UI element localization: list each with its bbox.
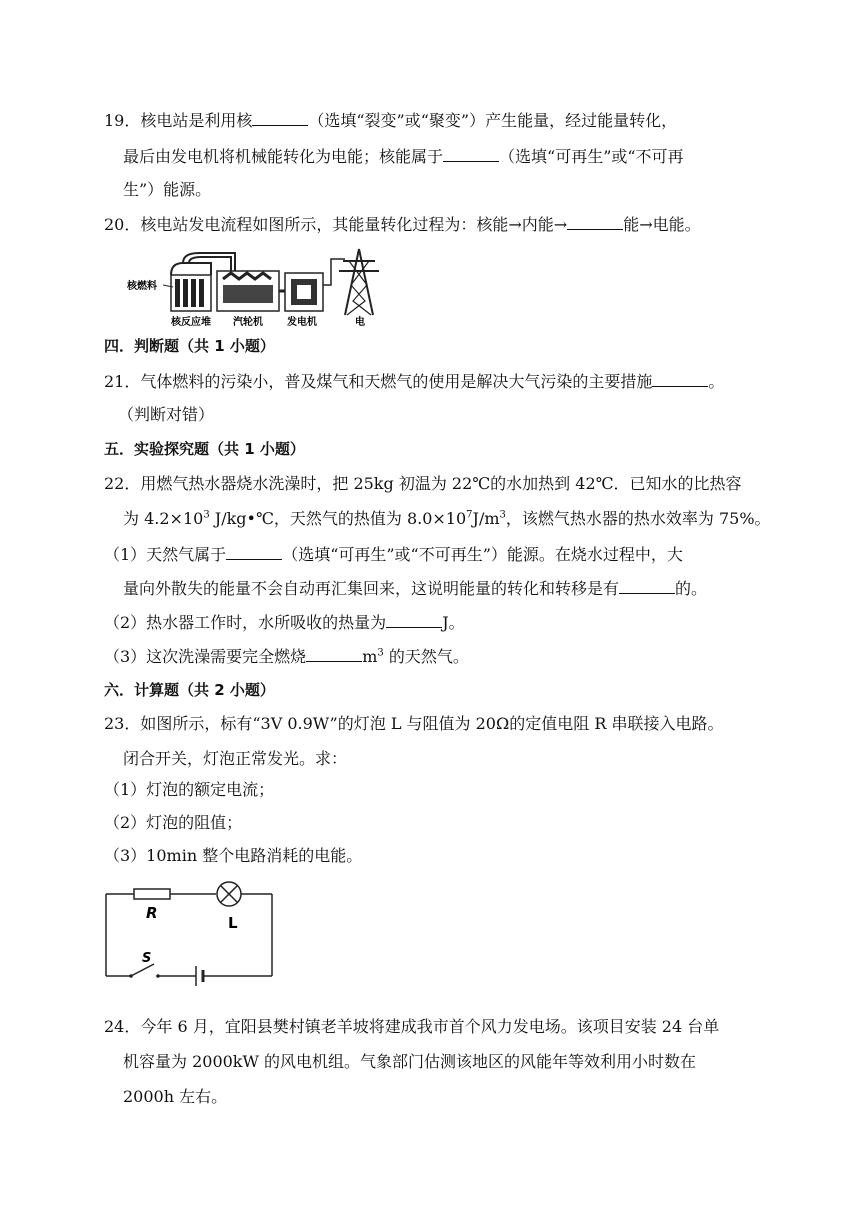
q22-sup-3: 3 [499, 509, 506, 521]
q21-line2 [118, 405, 214, 425]
q22-p1-text-b: （选填“可再生”或“不可再生”）能源。在烧水过程中，大 [282, 545, 683, 564]
q21-blank[interactable] [652, 371, 708, 387]
q22-part3 [104, 646, 469, 667]
q22-p1-blank-2[interactable] [619, 578, 675, 594]
q23-text-2: 闭合开关，灯泡正常发光。求： [123, 749, 348, 768]
label-turbine: 汽轮机 [233, 317, 263, 328]
q23-p1-text: （1）灯泡的额定电流； [104, 780, 275, 799]
label-fuel: 核燃料 [127, 281, 157, 292]
q22-text-2b: J/kg•℃，天然气的热值为 8.0×10 [209, 509, 467, 528]
q22-text-2a: 为 4.2×10 [123, 509, 204, 528]
q22-p3-blank[interactable] [306, 646, 362, 662]
q22-p3-text-c: 的天然气。 [383, 647, 469, 666]
switch-symbol [129, 964, 160, 978]
q23-text-1: 23．如图所示，标有“3V 0.9W”的灯泡 L 与阻值为 20Ω的定值电阻 R 串联接入电路。 [104, 714, 724, 733]
q20-blank[interactable] [567, 214, 623, 230]
q22-p1-text-c: 量向外散失的能量不会自动再汇集回来，这说明能量的转化和转移是有 [123, 579, 620, 598]
q21-judge-note: （判断对错） [118, 405, 215, 424]
q21-line1 [104, 371, 724, 392]
q22-line1 [104, 474, 742, 494]
q24-line1 [104, 1017, 719, 1037]
q22-part2 [104, 612, 465, 633]
section-4-heading: 四．判断题（共 1 小题） [104, 337, 275, 355]
q22-p2-text-b: J。 [442, 613, 465, 632]
q19-text-a: 19．核电站是利用核 [104, 111, 253, 130]
q20-line1 [104, 214, 701, 235]
q21-text-b: 。 [708, 372, 725, 391]
q24-text-1: 24．今年 6 月，宜阳县樊村镇老羊坡将建成我市首个风力发电场。该项目安装 24 台单 [104, 1017, 720, 1036]
q23-line2 [123, 749, 347, 769]
generator-icon [285, 259, 345, 311]
turbine-icon [217, 253, 285, 311]
q22-text-1: 22．用燃气热水器烧水洗澡时，把 25kg 初温为 22℃的水加热到 42℃．已知水的比热容 [104, 474, 742, 493]
battery-symbol [196, 966, 203, 986]
label-L: L [228, 914, 238, 932]
q22-p1-blank-1[interactable] [226, 544, 282, 560]
q22-part1-line2 [123, 578, 707, 599]
q19-line2 [123, 146, 684, 167]
q19-text-e: 生”）能源。 [123, 180, 212, 199]
q23-part3 [104, 846, 362, 866]
q22-p1-text-a: （1）天然气属于 [104, 545, 227, 564]
reactor-icon [171, 253, 219, 311]
q19-blank-2[interactable] [443, 146, 499, 162]
label-reactor: 核反应堆 [171, 317, 211, 328]
section-6-heading: 六．计算题（共 2 小题） [104, 681, 275, 699]
q22-p3-sup: 3 [377, 647, 384, 659]
resistor-symbol [134, 889, 170, 899]
q20-text-b: 能→电能。 [623, 215, 701, 234]
q21-text-a: 21．气体燃料的污染小，普及煤气和天燃气的使用是解决大气污染的主要措施 [104, 372, 653, 391]
q19-text-c: 最后由发电机将机械能转化为电能；核能属于 [123, 147, 444, 166]
q22-p2-text-a: （2）热水器工作时，水所吸收的热量为 [104, 613, 387, 632]
q23-line1 [104, 714, 723, 734]
q23-p3-text: （3）10min 整个电路消耗的电能。 [104, 846, 363, 865]
q19-line3 [123, 180, 211, 200]
q22-p3-text-a: （3）这次洗澡需要完全燃烧 [104, 647, 307, 666]
q22-p2-blank[interactable] [386, 612, 442, 628]
circuit-diagram [100, 878, 280, 988]
nuclear-flow-figure [127, 245, 385, 331]
q20-text-a: 20．核电站发电流程如图所示，其能量转化过程为：核能→内能→ [104, 215, 568, 234]
label-R: R [146, 904, 158, 922]
q24-line3 [123, 1087, 227, 1107]
q22-text-2c: J/m [472, 509, 500, 528]
lamp-symbol [217, 882, 241, 906]
section-5-heading: 五．实验探究题（共 1 小题） [104, 440, 305, 458]
q22-part1-line1 [104, 544, 683, 565]
q24-text-3: 2000h 左右。 [123, 1087, 228, 1106]
label-S: S [142, 951, 152, 966]
label-grid: 电 [355, 317, 365, 328]
q22-sup-1: 3 [203, 509, 210, 521]
q22-text-2d: ，该燃气热水器的热水效率为 75%。 [505, 509, 771, 528]
q23-p2-text: （2）灯泡的阻值； [104, 813, 243, 832]
label-generator: 发电机 [287, 317, 317, 328]
q24-text-2: 机容量为 2000kW 的风电机组。气象部门估测该地区的风能年等效利用小时数在 [123, 1052, 697, 1071]
q19-blank-1[interactable] [252, 110, 308, 126]
q23-part2 [104, 813, 242, 833]
q23-part1 [104, 780, 274, 800]
q22-line2 [123, 509, 771, 529]
q24-line2 [123, 1052, 696, 1072]
q19-text-d: （选填“可再生”或“不可再 [499, 147, 684, 166]
q19-line1 [104, 110, 677, 131]
q19-text-b: （选填“裂变”或“聚变”）产生能量，经过能量转化， [308, 111, 678, 130]
q22-p3-text-b: m [362, 647, 378, 666]
q22-sup-2: 7 [466, 509, 473, 521]
q22-p1-text-d: 的。 [675, 579, 708, 598]
